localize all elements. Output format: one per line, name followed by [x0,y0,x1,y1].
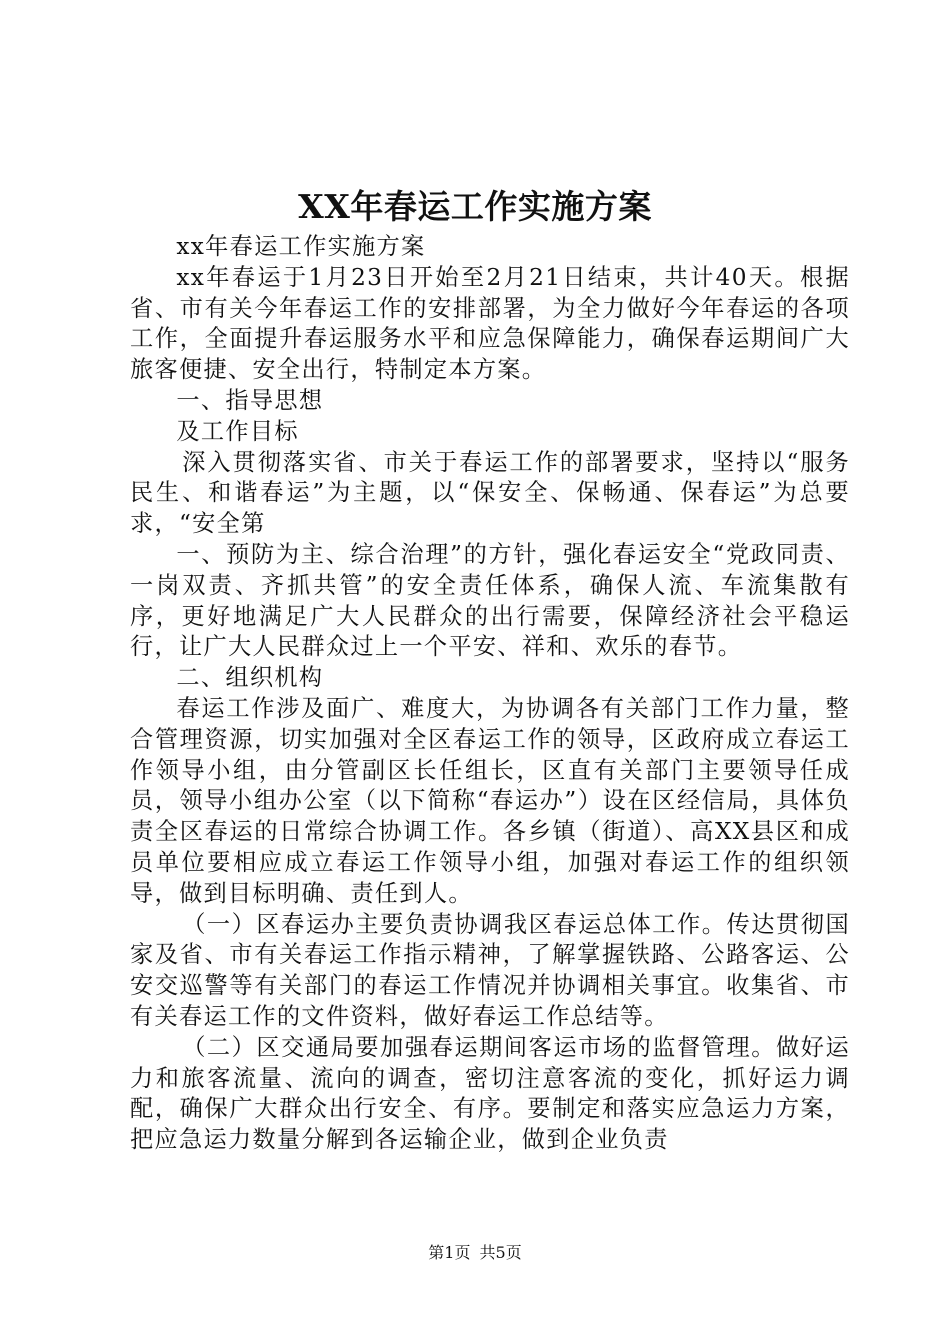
section-heading-organization: 二、组织机构 [176,664,324,692]
paragraph-guiding-content: 深入贯彻落实省、市关于春运工作的部署要求，坚持以“服务民生、和谐春运”为主题，以“保安全、保畅通、保春运”为总要求，“安全第 [130,448,850,538]
paragraph-subtitle: xx年春运工作实施方案 [176,233,426,260]
paragraph-guiding-continued: 一、预防为主、综合治理”的方针，强化春运安全“党政同责、一岗双责、齐抓共管”的安全责任体系，确保人流、车流集散有序，更好地满足广大人民群众的出行需要，保障经济社会平稳运行，让广大人民群众过上一个平安、祥和、欢乐的春节。 [130,540,850,661]
paragraph-item-1: （一）区春运办主要负责协调我区春运总体工作。传达贯彻国家及省、市有关春运工作指示精神，了解掌握铁路、公路客运、公安交巡警等有关部门的春运工作情况并协调相关事宜。收集省、市有关春运工作的文件资料，做好春运工作总结等。 [130,910,850,1030]
document-body [130,232,850,1156]
paragraph-item-2: （二）区交通局要加强春运期间客运市场的监督管理。做好运力和旅客流量、流向的调查，密切注意客流的变化，抓好运力调配，确保广大群众出行安全、有序。要制定和落实应急运力方案，把应急运力数量分解到各运输企业，做到企业负责 [130,1033,850,1154]
paragraph-intro: xx年春运于1月23日开始至2月21日结束，共计40天。根据省、市有关今年春运工作的安排部署，为全力做好今年春运的各项工作，全面提升春运服务水平和应急保障能力，确保春运期间广大旅客便捷、安全出行，特制定本方案。 [130,263,850,384]
section-heading-guiding-thought: 一、指导思想 [176,386,324,414]
section-heading-continued: 及工作目标 [176,417,299,445]
paragraph-organization: 春运工作涉及面广、难度大，为协调各有关部门工作力量，整合管理资源，切实加强对全区春运工作的领导，区政府成立春运工作领导小组，由分管副区长任组长，区直有关部门主要领导任成员，领导小组办公室（以下简称“春运办”）设在区经信局，具体负责全区春运的日常综合协调工作。各乡镇（街道）、高XX县区和成员单位要相应成立春运工作领导小组，加强对春运工作的组织领导，做到目标明确、责任到人。 [130,694,850,907]
document-title: XX年春运工作实施方案 [298,187,652,226]
page-footer: 第1页 共5页 [428,1243,522,1262]
